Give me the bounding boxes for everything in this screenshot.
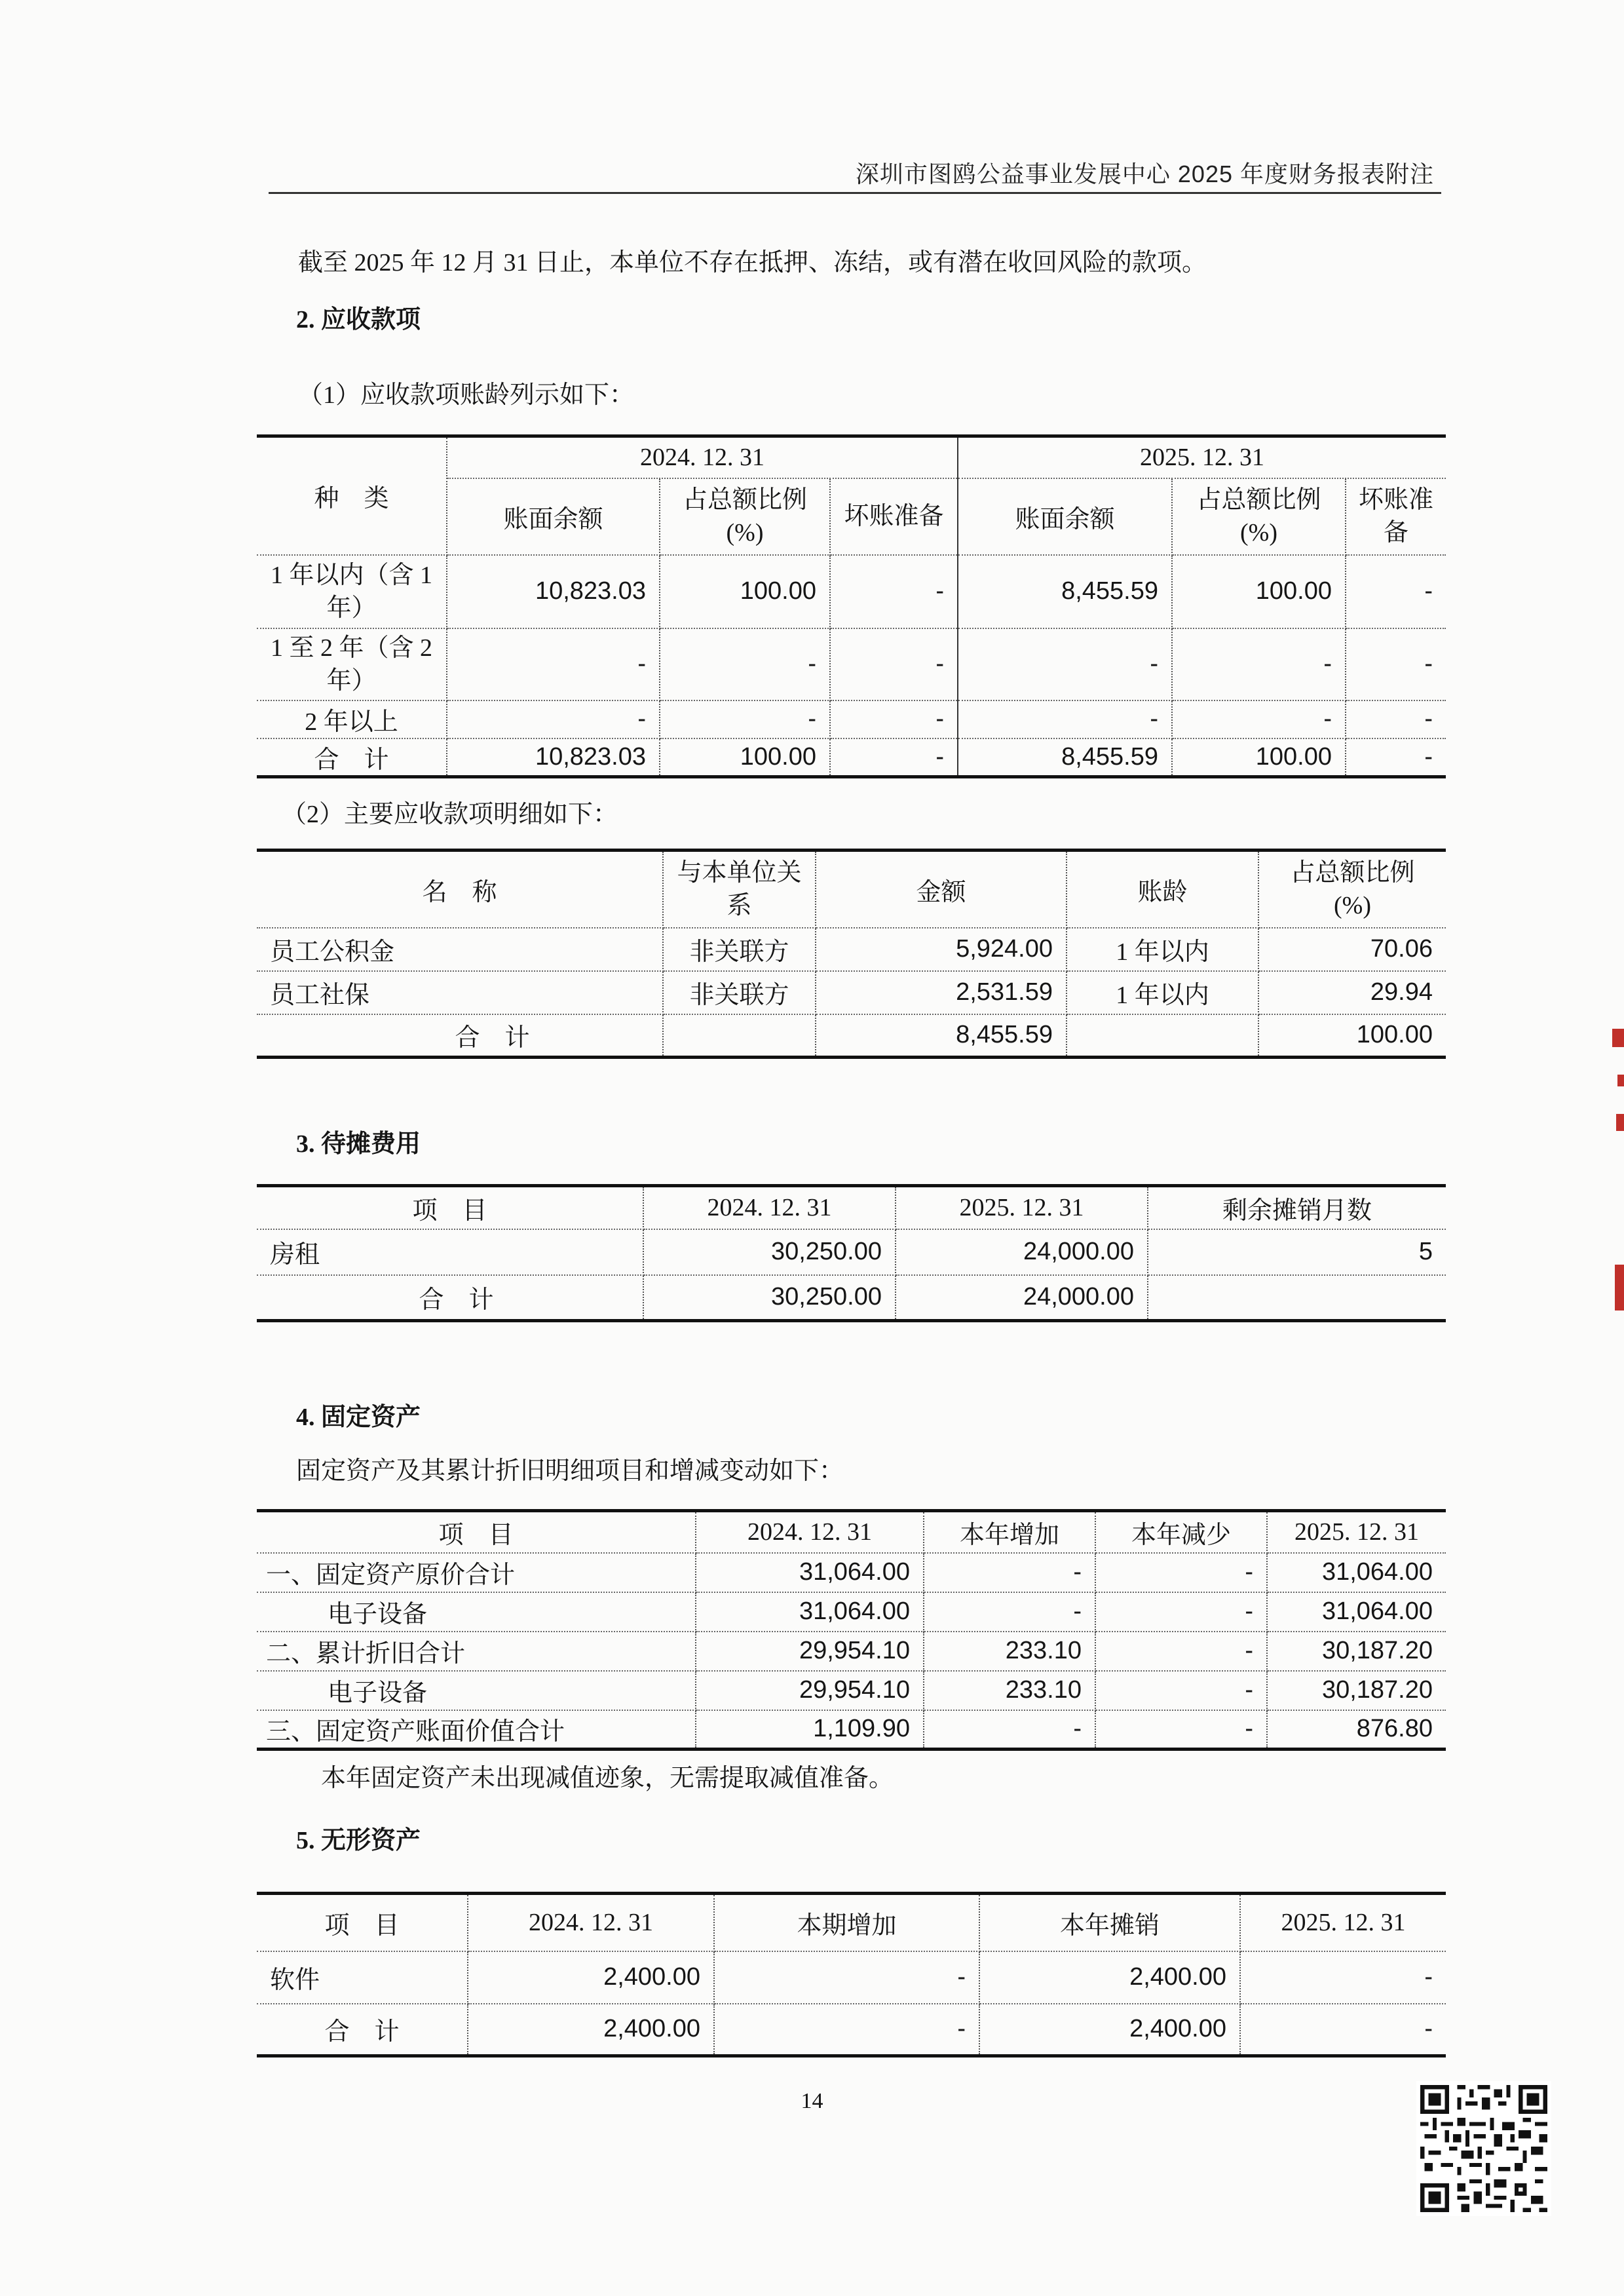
header-bad-debt: 坏账准备: [1346, 478, 1446, 555]
seal-edge-mark: [1617, 1075, 1624, 1086]
cell-2025: -: [1240, 2004, 1446, 2056]
header-year-2025: 2025. 12. 31: [958, 436, 1446, 478]
header-year-2024: 2024. 12. 31: [468, 1894, 714, 1951]
header-year-2025: 2025. 12. 31: [1267, 1511, 1446, 1553]
header-percent: 占总额比例(%): [1172, 478, 1346, 555]
table-row: [257, 628, 1446, 700]
cell-amount: 5,924.00: [816, 928, 1067, 971]
section-4-heading: 4. 固定资产: [296, 1404, 421, 1431]
header-increase: 本期增加: [714, 1894, 979, 1951]
cell-percent: -: [660, 700, 830, 738]
cell-item: 三、固定资产账面价值合计: [257, 1710, 696, 1750]
cell-relation: 非关联方: [663, 928, 816, 971]
header-name: 名 称: [257, 851, 663, 928]
cell-percent: -: [1172, 628, 1346, 700]
section-2-sub2: （2）主要应收款项明细如下：: [282, 801, 618, 828]
table-row: [257, 1632, 1446, 1671]
cell-increase: -: [924, 1553, 1095, 1592]
cell-age: [1067, 1014, 1258, 1058]
header-item: 项 目: [257, 1894, 468, 1951]
intro-paragraph: 截至 2025 年 12 月 31 日止，本单位不存在抵押、冻结，或有潜在收回风险的款项。: [298, 249, 1207, 277]
table-row: [257, 1511, 1446, 1553]
header-bad-debt: 坏账准备: [830, 478, 958, 555]
header-percent: 占总额比例(%): [1258, 851, 1446, 928]
cell-amortization: 2,400.00: [979, 2004, 1240, 2056]
cell-decrease: -: [1095, 1632, 1267, 1671]
cell-2025: -: [1240, 1951, 1446, 2004]
cell-balance: 10,823.03: [447, 555, 660, 628]
cell-percent: -: [1172, 700, 1346, 738]
header-amortization: 本年摊销: [979, 1894, 1240, 1951]
section-2-sub1: （1）应收款项账龄列示如下：: [298, 381, 635, 409]
table-row: [257, 971, 1446, 1014]
section-2-heading: 2. 应收款项: [296, 306, 421, 334]
header-balance: 账面余额: [958, 478, 1172, 555]
cell-2025: 30,187.20: [1267, 1671, 1446, 1710]
seal-edge-mark: [1612, 1029, 1624, 1047]
section-4-desc: 固定资产及其累计折旧明细项目和增减变动如下：: [296, 1457, 844, 1485]
prepaid-expenses-table: [257, 1184, 1446, 1322]
header-balance: 账面余额: [447, 478, 660, 555]
cell-decrease: -: [1095, 1553, 1267, 1592]
cell-increase: 233.10: [924, 1632, 1095, 1671]
row-label: 1 至 2 年（含 2 年）: [257, 628, 447, 700]
header-age: 账龄: [1067, 851, 1258, 928]
cell-percent: -: [660, 628, 830, 700]
cell-name: 员工公积金: [257, 928, 663, 971]
header-year-2024: 2024. 12. 31: [696, 1511, 924, 1553]
cell-item: 一、固定资产原价合计: [257, 1553, 696, 1592]
cell-balance: -: [958, 628, 1172, 700]
cell-item: 房租: [257, 1229, 643, 1275]
seal-edge-mark: [1616, 1114, 1624, 1131]
cell-bad-debt: -: [1346, 555, 1446, 628]
cell-name: 合 计: [257, 1014, 663, 1058]
cell-balance: -: [958, 700, 1172, 738]
table-row: [257, 1671, 1446, 1710]
header-year-2024: 2024. 12. 31: [643, 1186, 896, 1229]
cell-item: 电子设备: [257, 1671, 696, 1710]
header-item: 项 目: [257, 1186, 643, 1229]
table-row: [257, 1592, 1446, 1632]
cell-percent: 70.06: [1258, 928, 1446, 971]
cell-2025: 31,064.00: [1267, 1592, 1446, 1632]
cell-percent: 100.00: [1258, 1014, 1446, 1058]
row-label: 合 计: [257, 738, 447, 777]
header-increase: 本年增加: [924, 1511, 1095, 1553]
table-total-row: [257, 2004, 1446, 2056]
cell-2024: 31,064.00: [696, 1592, 924, 1632]
table-row: [257, 700, 1446, 738]
cell-2024: 2,400.00: [468, 2004, 714, 2056]
cell-balance: 10,823.03: [447, 738, 660, 777]
cell-2025: 876.80: [1267, 1710, 1446, 1750]
cell-2024: 29,954.10: [696, 1632, 924, 1671]
cell-bad-debt: -: [830, 700, 958, 738]
header-amount: 金额: [816, 851, 1067, 928]
cell-relation: [663, 1014, 816, 1058]
table-total-row: [257, 738, 1446, 777]
cell-bad-debt: -: [1346, 700, 1446, 738]
cell-increase: -: [714, 2004, 979, 2056]
header-decrease: 本年减少: [1095, 1511, 1267, 1553]
table-row: [257, 1951, 1446, 2004]
cell-2024: 2,400.00: [468, 1951, 714, 2004]
cell-age: 1 年以内: [1067, 928, 1258, 971]
receivables-detail-table: [257, 849, 1446, 1059]
cell-increase: 233.10: [924, 1671, 1095, 1710]
cell-decrease: -: [1095, 1710, 1267, 1750]
cell-increase: -: [924, 1592, 1095, 1632]
cell-2025: 31,064.00: [1267, 1553, 1446, 1592]
cell-balance: 8,455.59: [958, 555, 1172, 628]
cell-balance: -: [447, 628, 660, 700]
cell-name: 员工社保: [257, 971, 663, 1014]
header-relation: 与本单位关系: [663, 851, 816, 928]
table-total-row: [257, 1014, 1446, 1058]
seal-edge-mark: [1615, 1265, 1624, 1311]
cell-2024: 29,954.10: [696, 1671, 924, 1710]
cell-bad-debt: -: [1346, 628, 1446, 700]
cell-percent: 100.00: [1172, 555, 1346, 628]
table-row: [257, 851, 1446, 928]
cell-bad-debt: -: [830, 628, 958, 700]
header-item: 项 目: [257, 1511, 696, 1553]
table-row: [257, 1229, 1446, 1275]
header-year-2024: 2024. 12. 31: [447, 436, 958, 478]
section-5-heading: 5. 无形资产: [296, 1827, 421, 1854]
cell-item: 软件: [257, 1951, 468, 2004]
cell-decrease: -: [1095, 1592, 1267, 1632]
receivables-aging-table: [257, 434, 1446, 778]
cell-percent: 100.00: [660, 738, 830, 777]
cell-increase: -: [714, 1951, 979, 2004]
cell-amount: 2,531.59: [816, 971, 1067, 1014]
cell-2025: 24,000.00: [896, 1275, 1148, 1321]
cell-increase: -: [924, 1710, 1095, 1750]
cell-percent: 100.00: [660, 555, 830, 628]
running-header: 深圳市图鸥公益事业发展中心 2025 年度财务报表附注: [855, 161, 1434, 187]
cell-months: [1148, 1275, 1446, 1321]
cell-2024: 31,064.00: [696, 1553, 924, 1592]
cell-item: 电子设备: [257, 1592, 696, 1632]
cell-2024: 1,109.90: [696, 1710, 924, 1750]
header-remaining-months: 剩余摊销月数: [1148, 1186, 1446, 1229]
cell-amortization: 2,400.00: [979, 1951, 1240, 2004]
fixed-assets-table: [257, 1509, 1446, 1751]
table-row: [257, 1553, 1446, 1592]
cell-months: 5: [1148, 1229, 1446, 1275]
qr-code-icon: [1416, 2081, 1551, 2216]
cell-item: 合 计: [257, 1275, 643, 1321]
row-label: 1 年以内（含 1 年）: [257, 555, 447, 628]
cell-bad-debt: -: [830, 738, 958, 777]
page-number: 14: [801, 2089, 823, 2113]
table-row: [257, 1186, 1446, 1229]
table-row: [257, 928, 1446, 971]
cell-age: 1 年以内: [1067, 971, 1258, 1014]
table-row: [257, 555, 1446, 628]
header-year-2025: 2025. 12. 31: [1240, 1894, 1446, 1951]
cell-2025: 30,187.20: [1267, 1632, 1446, 1671]
cell-bad-debt: -: [830, 555, 958, 628]
cell-item: 二、累计折旧合计: [257, 1632, 696, 1671]
cell-item: 合 计: [257, 2004, 468, 2056]
cell-2024: 30,250.00: [643, 1229, 896, 1275]
table-row: [257, 436, 1446, 478]
cell-amount: 8,455.59: [816, 1014, 1067, 1058]
cell-decrease: -: [1095, 1671, 1267, 1710]
header-year-2025: 2025. 12. 31: [896, 1186, 1148, 1229]
header-rule: [269, 192, 1441, 194]
cell-2024: 30,250.00: [643, 1275, 896, 1321]
cell-balance: -: [447, 700, 660, 738]
cell-percent: 100.00: [1172, 738, 1346, 777]
header-kind: 种 类: [257, 436, 447, 555]
cell-balance: 8,455.59: [958, 738, 1172, 777]
cell-bad-debt: -: [1346, 738, 1446, 777]
row-label: 2 年以上: [257, 700, 447, 738]
header-percent: 占总额比例(%): [660, 478, 830, 555]
section-4-note: 本年固定资产未出现减值迹象，无需提取减值准备。: [321, 1765, 894, 1792]
intangible-assets-table: [257, 1892, 1446, 2057]
cell-relation: 非关联方: [663, 971, 816, 1014]
cell-2025: 24,000.00: [896, 1229, 1148, 1275]
table-total-row: [257, 1710, 1446, 1750]
table-row: [257, 1894, 1446, 1951]
cell-percent: 29.94: [1258, 971, 1446, 1014]
table-total-row: [257, 1275, 1446, 1321]
section-3-heading: 3. 待摊费用: [296, 1130, 421, 1158]
